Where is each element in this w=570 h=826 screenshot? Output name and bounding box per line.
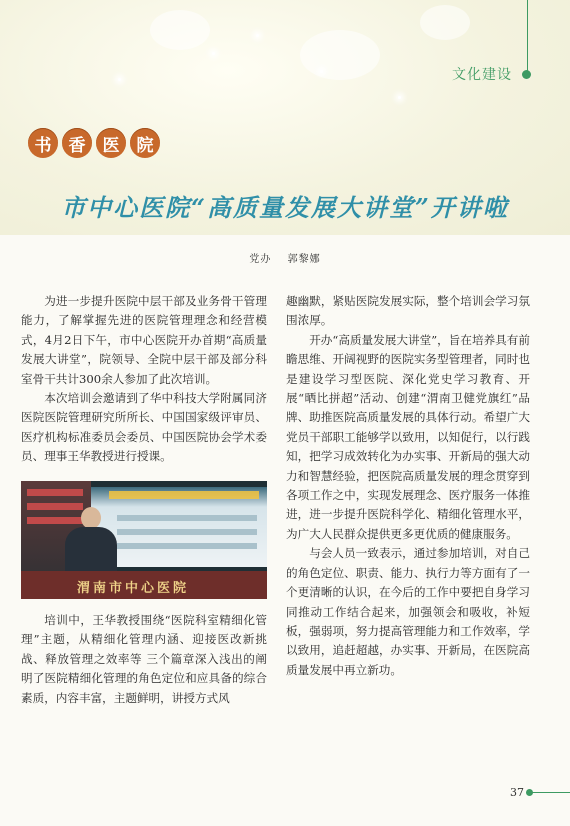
byline-author: 郭黎娜 [287,254,321,265]
page-number: 37 [510,786,524,799]
column-name-char: 书 [28,128,58,158]
podium-banner-text: 渭南市中心医院 [77,581,190,596]
sparkle-icon [398,96,401,99]
sparkle-icon [320,70,323,73]
photo-detail [27,517,83,524]
byline-dept: 党办 [249,254,272,265]
column-name-char: 香 [62,128,92,158]
decorative-flower [300,30,380,80]
decorative-flower [420,5,470,40]
accent-line [527,0,528,78]
paragraph: 与会人员一致表示，通过参加培训，对自己的角色定位、职责、能力、执行力等方面有了一个更清晰的认识，在今后的工作中要把自身学习同推动工作结合起来，加强领会和吸收，补短板，强弱项，努力提高管理能力和工作效率，学以致用，追赶超越，办实事、开新局，在医院高质量发展中再立新功。 [286,546,530,677]
photo-detail [27,503,83,510]
byline [0,250,570,265]
screen-row [117,543,257,549]
sparkle-icon [212,52,215,55]
lecture-photo [21,481,267,599]
screen-row [117,515,257,521]
accent-dot-icon [522,70,531,79]
column-name-char: 院 [130,128,160,158]
page-line [530,792,570,793]
paragraph: 本次培训会邀请到了华中科技大学附属同济医院医院管理研究所所长、中国国家级评审员、医疗机构标准委员会委员、中国医院协会学术委员、理事王华教授进行授课。 [21,391,267,464]
screen-row [117,529,257,535]
paragraph: 为进一步提升医院中层干部及业务骨干管理能力，了解掌握先进的医院管理理念和经营模式，4月2日下午，市中心医院开办首期“高质量发展大讲堂”，院领导、全院中层干部及部分科室骨干共计300余人参加了此次培训。 [21,294,267,386]
sparkle-icon [118,78,121,81]
decorative-flower [150,10,210,50]
section-tag: 文化建设 [452,67,512,83]
presentation-screen [91,487,267,567]
article-column-left-bottom [21,611,267,708]
photo-detail [27,489,83,496]
paragraph-continued: 趣幽默，紧贴医院发展实际，整个培训会学习氛围浓厚。 [286,294,530,328]
article-column-right [286,292,530,680]
article-column-left-top [21,292,267,467]
paragraph: 开办“高质量发展大讲堂”，旨在培养具有前瞻思维、开阔视野的医院实务型管理者，同时也是建设学习型医院、深化党史学习教育、开展“晒比拼超”活动、创建“渭南卫健党旗红”品牌、助推医院高质量发展的具体行动。希望广大党员干部职工能够学以致用，以知促行，以行践知，把学习成效转化为办实事、开新局的强大动力和智慧经验，把医院高质量发展的理念贯穿到各项工作之中，实现发展理念、医疗服务一体推进，进一步提升医院科学化、精细化管理水平，为广大人民群众提供更多更优质的健康服务。 [286,332,530,541]
page-title: 市中心医院“高质量发展大讲堂”开讲啦 [61,193,509,222]
column-name-char: 医 [96,128,126,158]
speaker-head [81,507,101,529]
sparkle-icon [256,34,259,37]
speaker-body [65,527,117,577]
screen-title-bar [109,491,259,499]
paragraph: 培训中，王华教授围绕“医院科室精细化管理”主题，从精细化管理内涵、迎接医改新挑战、释放管理之效率等 三个篇章深入浅出的阐明了医院精细化管理的角色定位和应具备的综合素质，内容丰富，主题鲜明，讲授方式风 [21,613,267,705]
column-name [28,128,160,158]
